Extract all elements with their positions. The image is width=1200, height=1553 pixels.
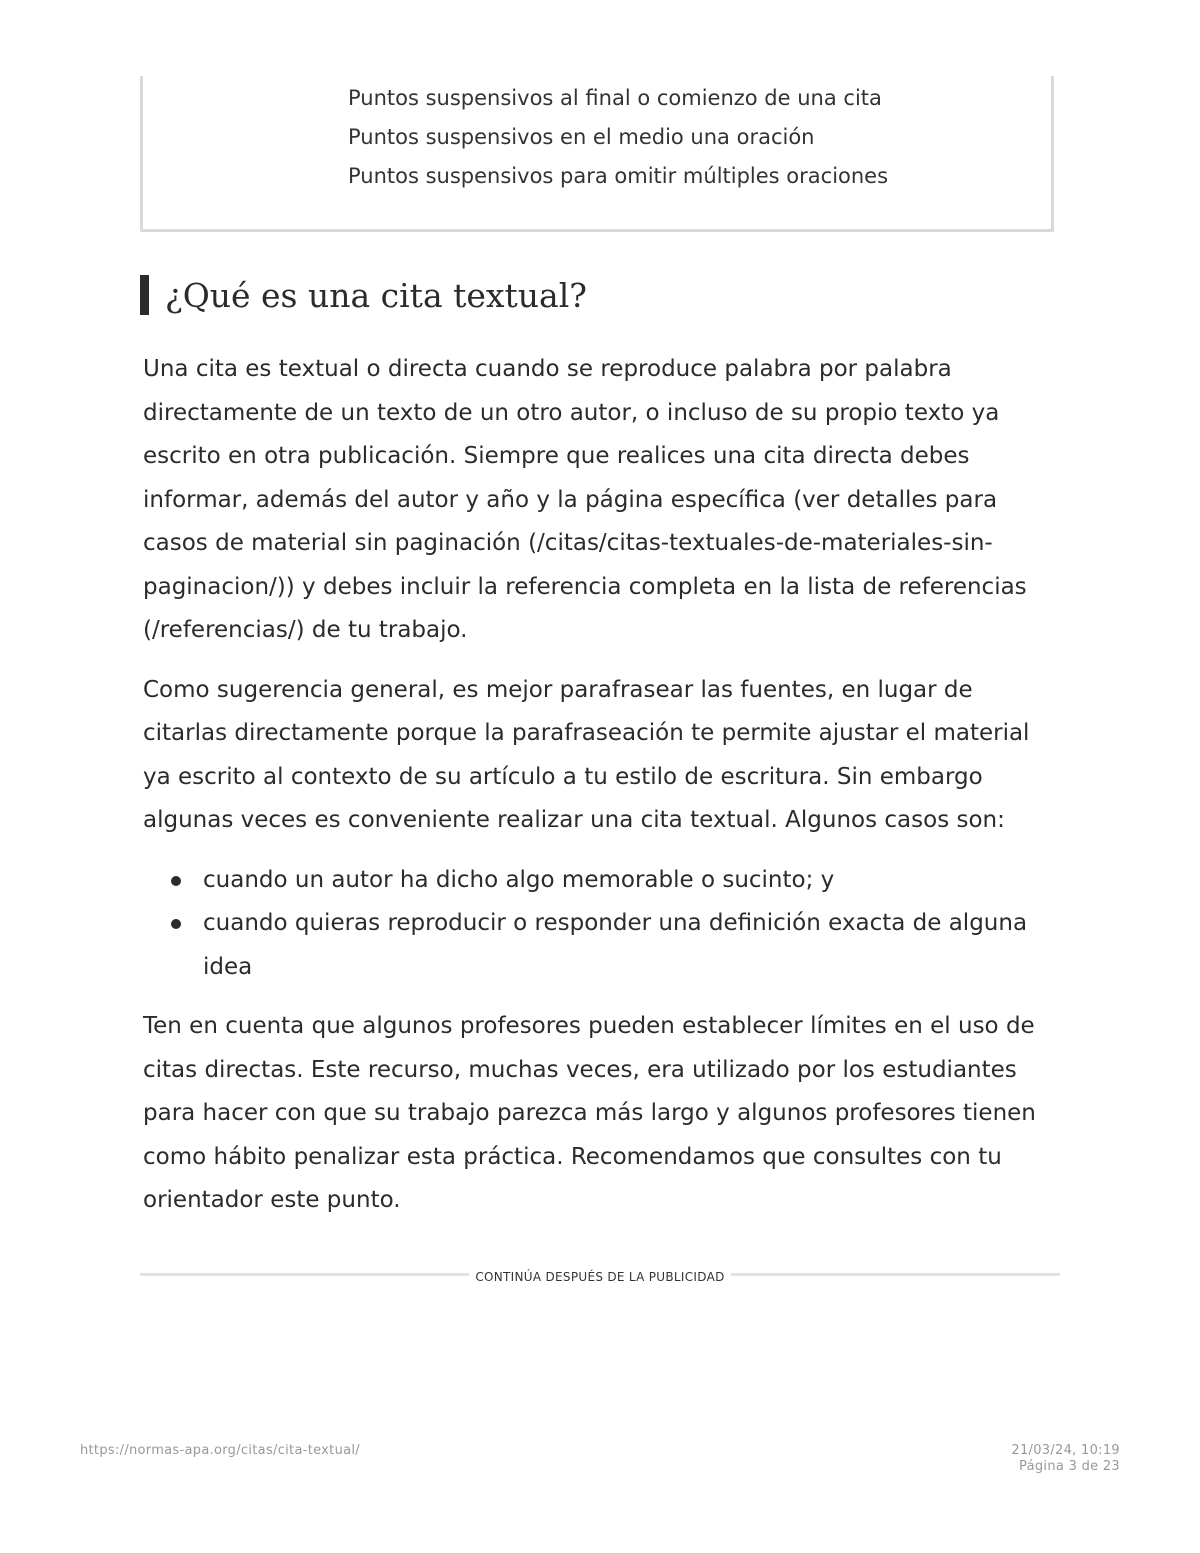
bullet-list [143, 859, 1058, 990]
ad-label-text: CONTINÚA DESPUÉS DE LA PUBLICIDAD [469, 1270, 730, 1284]
footer-datetime: 21/03/24, 10:19 [1011, 1443, 1120, 1458]
bullet-icon [171, 919, 181, 929]
list-item-text: cuando quieras reproducir o responder una definición exacta de alguna idea [203, 910, 1028, 980]
table-of-contents-box [140, 76, 1054, 232]
toc-item[interactable]: Puntos suspensivos al final o comienzo de una cita [348, 86, 882, 110]
paragraph: Una cita es textual o directa cuando se reproduce palabra por palabra directamente de un texto de un otro autor, o incluso de su propio texto ya escrito en otra publicación. Siempre que realices una cita directa debes informar, además del autor y año y la página específica (ver detalles para casos de material sin paginación (/citas/citas-textuales-de-materiales-sin-paginacion/)) y debes incluir la referencia completa en la lista de referencias (/referencias/) de tu trabajo. [143, 356, 1027, 643]
footer-url: https://normas-apa.org/citas/cita-textual/ [80, 1443, 360, 1458]
toc-item[interactable]: Puntos suspensivos para omitir múltiples oraciones [348, 164, 889, 188]
section-title: ¿Qué es una cita textual? [165, 275, 587, 315]
footer-meta [1011, 1443, 1120, 1475]
paragraph: Como sugerencia general, es mejor parafrasear las fuentes, en lugar de citarlas directamente porque la parafraseación te permite ajustar el material ya escrito al contexto de su artículo a tu estilo de escritura. Sin embargo algunas veces es conveniente realizar una cita textual. Algunos casos son: [143, 676, 1030, 833]
toc-item[interactable]: Puntos suspensivos en el medio una oración [348, 125, 815, 149]
ad-label [140, 1270, 1060, 1284]
paragraph: Ten en cuenta que algunos profesores pueden establecer límites en el uso de citas directas. Este recurso, muchas veces, era utilizado por los estudiantes para hacer con que su trabajo parezca más largo y algunos profesores tienen como hábito penalizar esta práctica. Recomendamos que consultes con tu orientador este punto. [143, 1013, 1036, 1213]
article-content [143, 348, 1058, 1239]
section-heading [140, 270, 587, 320]
list-item [203, 859, 1058, 903]
heading-accent-bar [140, 275, 149, 315]
bullet-icon [171, 876, 181, 886]
footer-page-number: Página 3 de 23 [1019, 1459, 1120, 1474]
list-item-text: cuando un autor ha dicho algo memorable o sucinto; y [203, 866, 835, 893]
toc-list [348, 79, 888, 196]
list-item [203, 902, 1058, 989]
